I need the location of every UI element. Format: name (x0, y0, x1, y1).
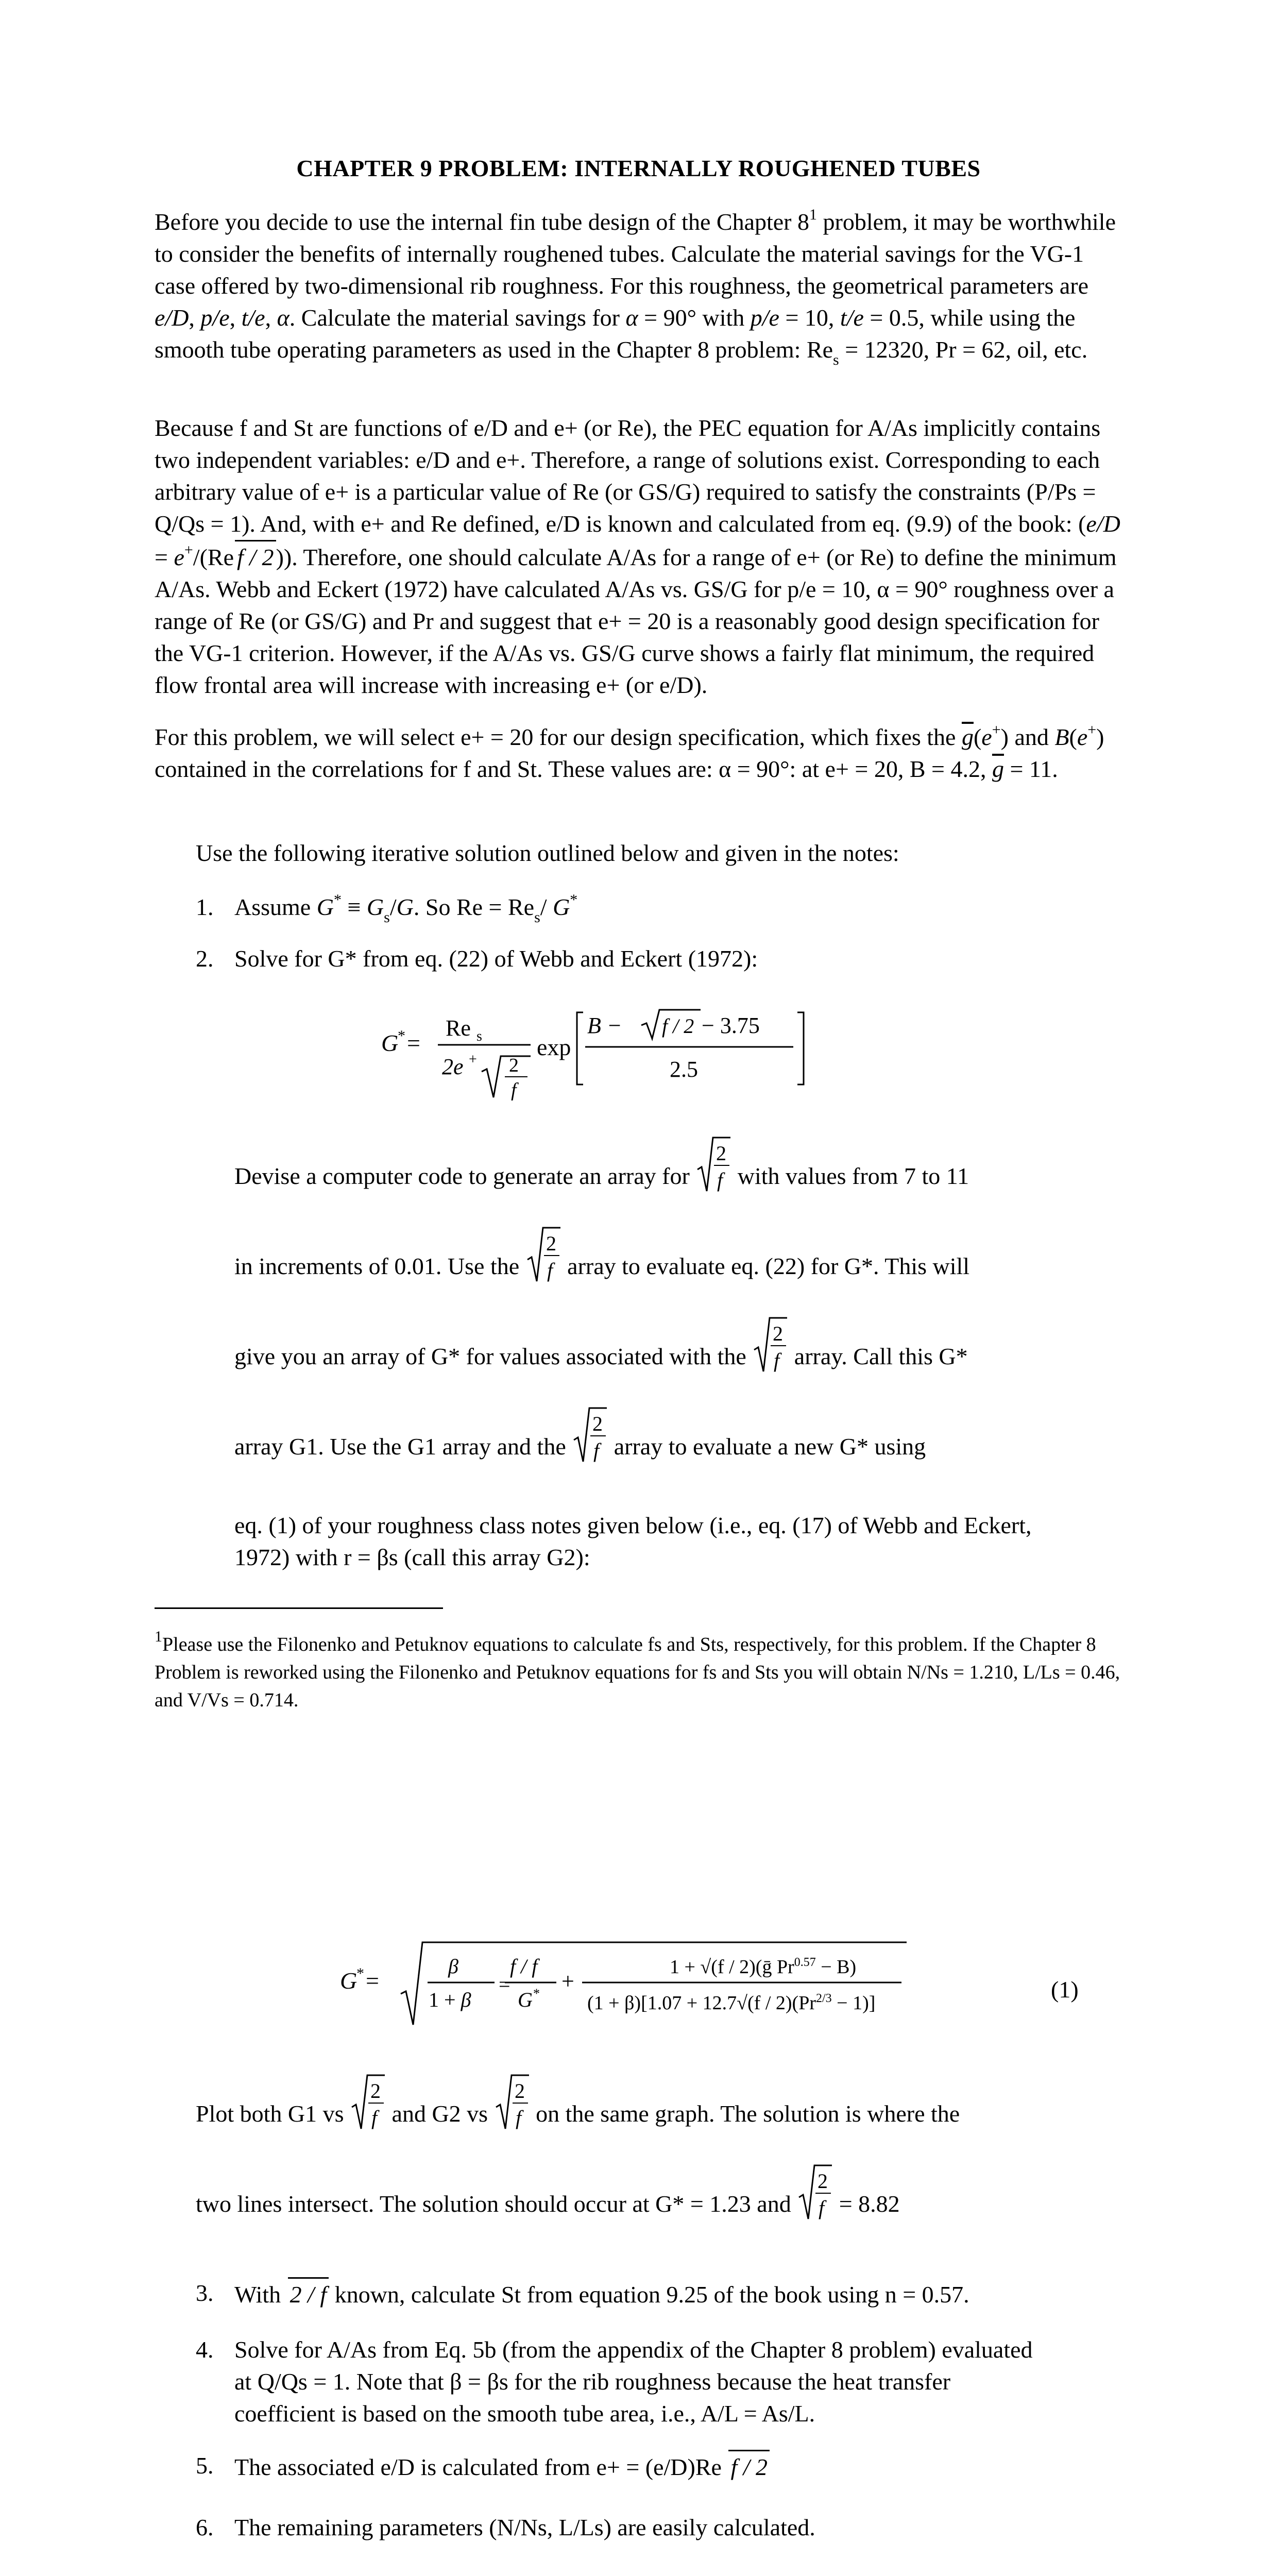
svg-text:(1 + β)[1.07 + 12.7√(f / 2)(Pr: $(1 + \beta)[1.07 + 12.7√(f / 2)(Pr^{2/3} - 1)]$ (587, 1992, 876, 2014)
svg-text:G: G (340, 1968, 357, 1994)
step-number: 1. (196, 894, 214, 920)
svg-text:+: + (561, 1969, 574, 1994)
page-title: CHAPTER 9 PROBLEM: INTERNALLY ROUGHENED TUBES (296, 155, 981, 181)
svg-text:2: 2 (716, 1142, 727, 1165)
svg-text:f: f (371, 2106, 378, 2129)
svg-text:2: 2 (370, 2079, 381, 2103)
devise-paragraph-end: eq. (1) of your roughness class notes given below (i.e., eq. (17) of Webb and Eckert, 1972) with r = βs (call this array G2): (234, 1512, 1032, 1570)
svg-text:f: f (819, 2196, 825, 2219)
step-2: Solve for G* from eq. (22) of Webb and Eckert (1972): (234, 945, 758, 972)
var-alpha: α (277, 304, 290, 331)
equation-1 (340, 1937, 958, 2030)
equation-number: (1) (1051, 1976, 1079, 2003)
svg-text:− 3.75: − 3.75 (702, 1013, 760, 1038)
eq22-top: B − (587, 1013, 622, 1038)
svg-text:f: f (593, 1439, 600, 1462)
footnote-divider (155, 1607, 443, 1609)
sqrt-2-over-f-icon (695, 1133, 731, 1224)
svg-text:*: * (533, 1986, 540, 2001)
svg-text:G: G (518, 1988, 533, 2011)
equation-22 (381, 989, 845, 1108)
selection-text: For this problem, we will select e+ = 20 for our design specification, which fixes the (155, 724, 956, 750)
svg-text:f: f (547, 1259, 553, 1282)
svg-text:f: f (511, 1079, 517, 1101)
eq22-numerator: Re (446, 1015, 471, 1041)
step-1: Assume $G^* \equiv G_s/G$. So $Re = Re_s/$ G* (234, 891, 578, 926)
var-eD: e/D (155, 304, 189, 331)
eq22-exp: exp (537, 1034, 571, 1060)
intro-text-a: Before you decide to use the internal fin tube design of the Chapter 8 (155, 209, 809, 235)
svg-text:1 + √(f / 2)(ḡ Pr0.57 − B): 1 + √(f / 2)(ḡ $Pr^{0.57} - B$) (670, 1956, 857, 1978)
pec-text: Because f and St are functions of e/D and e+ (or Re), the PEC equation for A/As implicitly contains two independent variables: e/D and e+. Therefore, a range of solutions exist. Corresponding to each arbitrary value of e+ is a particular value of Re (or GS/G) required to satisfy the constraints (P/Ps = Q/Qs = 1). And, with e+ and Re defined, e/D is known and calculated from eq. (9.9) of the book: (155, 415, 1101, 537)
intro-text-b: problem, it may be worthwhile to consider the benefits of internally roughened tubes. Calculate the material savings for the VG-1 case offered by two-dimensional rib roughness. For this roughness, the geometrical parameters are (155, 209, 1116, 299)
var-pe: p/e (200, 304, 230, 331)
svg-text:+: + (469, 1052, 477, 1067)
footnote-ref: 1 (809, 206, 817, 223)
plot-paragraph: Plot both G1 vs 2 f and G2 vs 2 f on the same graph. The solution is where the two lines intersect. The solution should occur at G* = 1.23 and 2 f = 8.82 (196, 2071, 1123, 2251)
svg-text:f: f (717, 1168, 723, 1192)
svg-text:2: 2 (773, 1322, 784, 1345)
svg-text:=: = (407, 1030, 420, 1056)
svg-text:=: = (366, 1968, 379, 1994)
svg-text:2: 2 (818, 2170, 828, 2193)
step-number: 3. (196, 2280, 214, 2306)
iteration-intro: Use the following iterative solution outlined below and given in the notes: (196, 840, 899, 866)
intro-paragraph: Before you decide to use the internal fin tube design of the Chapter $8^1$ problem, it may be worthwhile to consider the benefits of internally roughened tubes. Calculate the material savings for the VG-1 case offered by two-dimensional rib roughness. For this roughness, the geometrical parameters are e/D, p/e, t/e, α. Calculate the material savings for α = 90° with p/e = 10, t/e = 0.5, while using the smooth tube operating parameters as used in the Chapter 8 problem: $Re_s = 12320$, Pr = 62, oil, etc. (155, 206, 1116, 369)
sqrt-f2: f / 2 (235, 540, 276, 573)
step-5: The associated e/D is calculated from e+ = (e/D)Re f / 2 (234, 2450, 1053, 2483)
pec-text-b: Therefore, one should calculate A/As for a range of e+ (or Re) to define the minimum A/As. Webb and Eckert (1972) have calculated A/As vs. GS/G for p/e = 10, α = 90° roughness over a range of Re (or GS/G) and Pr and suggest that e+ = 20 is a reasonably good design specification for the VG-1 criterion. However, if the A/As vs. GS/G curve shows a fairly flat minimum, the required flow frontal area will increase with increasing e+ (or e/D). (155, 544, 1117, 698)
sqrt-2-over-f-icon (350, 2071, 386, 2161)
step-number: 4. (196, 2336, 214, 2363)
step-3: With 2 / f known, calculate St from equation 9.25 of the book using n = 0.57. (234, 2277, 1053, 2311)
step-number: 6. (196, 2514, 214, 2540)
eq22-lhs: G (381, 1030, 399, 1056)
footnote: $^1$Please use the Filonenko and Petuknov equations to calculate fs and Sts, respectively, for this problem. If the Chapter 8 Problem is reworked using the Filonenko and Petuknov equations for fs and Sts you will obtain N/Ns = 1.210, L/Ls = 0.46, and V/Vs = 0.714. (155, 1628, 1120, 1711)
selection-paragraph: For this problem, we will select e+ = 20 for our design specification, which fixes the $\overline{g}(e^+)$ and B(e+) contained in the correlations for f and St. These values are: α = 90°: at e+ = 20, B = 4.2, $\overline{g} = 11$. (155, 721, 1104, 782)
sqrt-2-over-f-icon (752, 1314, 788, 1404)
step-4: Solve for A/As from Eq. 5b (from the appendix of the Chapter 8 problem) evaluated at Q/Qs = 1. Note that β = βs for the rib roughness because the heat transfer coefficient is based on the smooth tube area, i.e., A/L = As/L. (234, 2336, 1033, 2427)
pec-paragraph: Because f and St are functions of e/D and e+ (or Re), the PEC equation for A/As implicitly contains two independent variables: e/D and e+. Therefore, a range of solutions exist. Corresponding to each arbitrary value of e+ is a particular value of Re (or GS/G) required to satisfy the constraints (P/Ps = Q/Qs = 1). And, with e+ and Re defined, e/D is known and calculated from eq. (9.9) of the book: (e/D = e+/(Re f / 2)). Therefore, one should calculate A/As for a range of e+ (or Re) to define the minimum A/As. Webb and Eckert (1972) have calculated A/As vs. GS/G for p/e = 10, α = 90° roughness over a range of Re (or GS/G) and Pr and suggest that e+ = 20 is a reasonably good design specification for the VG-1 criterion. However, if the A/As vs. GS/G curve shows a fairly flat minimum, the required flow frontal area will increase with increasing e+ (or e/D). (155, 415, 1120, 698)
svg-text:s: s (476, 1028, 482, 1044)
svg-text:2: 2 (509, 1055, 519, 1076)
sqrt-2-over-f-icon (494, 2071, 530, 2161)
step-number: 2. (196, 945, 214, 972)
svg-text:*: * (356, 1965, 364, 1982)
svg-text:*: * (398, 1027, 405, 1044)
sqrt-2-over-f-icon (797, 2161, 833, 2251)
devise-paragraph: Devise a computer code to generate an array for 2 f with values from 7 to 11 in increments of 0.01. Use the 2 f array to evaluate eq. (22) for G*. This will give you an array of G* for values associated with the 2 f array. Call this G* array G1. Use the G1 array and the 2 f array to evaluate a new G* using (234, 1133, 1053, 1494)
step-number: 5. (196, 2452, 214, 2479)
eq22-denominator: 2e (442, 1054, 464, 1079)
sqrt-2-over-f-icon (572, 1404, 608, 1494)
selection-text-b: contained in the correlations for f and St. These values are: α = 90°: at e+ = 20, B = 4.2, (155, 756, 986, 782)
var-te: t/e (241, 304, 265, 331)
sqrt-2-over-f-icon (525, 1224, 561, 1314)
eq22-bottom: 2.5 (670, 1057, 698, 1082)
svg-text:f / 2: f / 2 (662, 1014, 694, 1038)
svg-text:f: f (774, 1349, 780, 1372)
svg-text:2: 2 (592, 1412, 603, 1435)
svg-text:f / f: f / f (510, 1955, 538, 1978)
step-6: The remaining parameters (N/Ns, L/Ls) are easily calculated. (234, 2514, 815, 2540)
svg-text:1 + β: 1 + β (429, 1988, 471, 2011)
svg-text:2: 2 (546, 1232, 556, 1255)
svg-text:2: 2 (514, 2079, 525, 2103)
svg-text:f: f (515, 2106, 521, 2129)
svg-text:β: β (448, 1955, 458, 1978)
svg-text:=: = (499, 1973, 510, 1996)
